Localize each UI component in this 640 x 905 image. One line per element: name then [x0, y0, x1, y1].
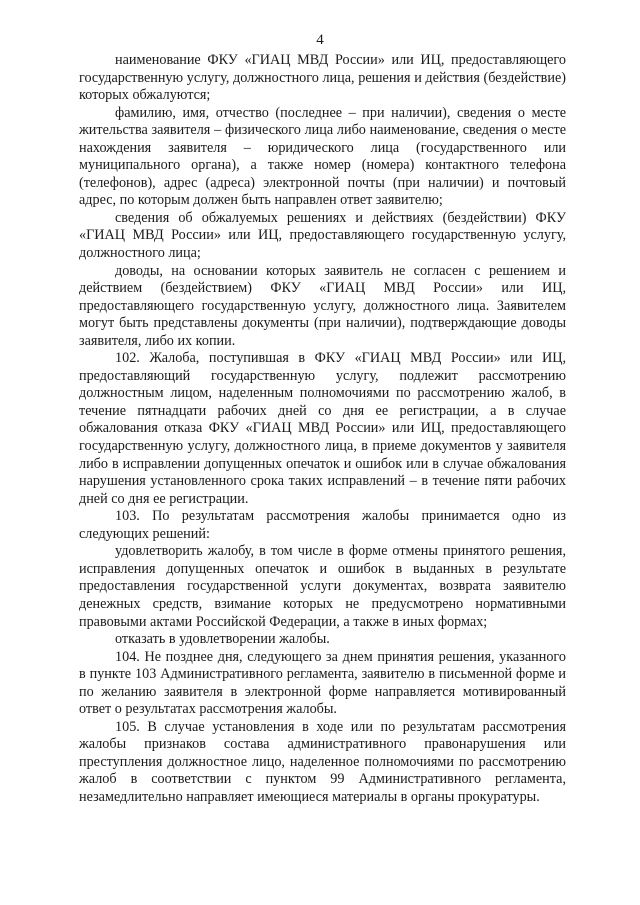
- paragraph: фамилию, имя, отчество (последнее – при наличии), сведения о месте жительства заявителя – физического лица либо наименование, сведения о месте нахождения заявителя – юридического лица (государственного или муниципального органа), а также номер (номера) контактного телефона (телефонов), адрес (адреса) электронной почты (при наличии) и почтовый адрес, по которым должен быть направлен ответ заявителю;: [79, 104, 566, 209]
- paragraph: 103. По результатам рассмотрения жалобы принимается одно из следующих решений:: [79, 508, 566, 542]
- paragraph: удовлетворить жалобу, в том числе в форме отмены принятого решения, исправления допущенных опечаток и ошибок в выданных в результате предоставления государственной услуги документах, возврата заявителю денежных средств, взимание которых не предусмотрено нормативными правовыми актами Российской Федерации, а также в иных формах;: [79, 543, 566, 630]
- paragraph: 105. В случае установления в ходе или по результатам рассмотрения жалобы признаков состава административного правонарушения или преступления должностное лицо, наделенное полномочиями по рассмотрению жалоб в соответствии с пунктом 99 Административного регламента, незамедлительно направляет имеющиеся материалы в органы прокуратуры.: [79, 718, 566, 805]
- paragraph: отказать в удовлетворении жалобы.: [115, 631, 330, 648]
- paragraph: доводы, на основании которых заявитель не согласен с решением и действием (бездействием) ФКУ «ГИАЦ МВД России» или ИЦ, предоставляющего государственную услугу, должностного лица. Заявителем могут быть представлены документы (при наличии), подтверждающие доводы заявителя, либо их копии.: [79, 262, 566, 349]
- paragraph: 104. Не позднее дня, следующего за днем принятия решения, указанного в пункте 103 Административного регламента, заявителю в письменной форме и по желанию заявителя в электронной форме направляется мотивированный ответ о результатах рассмотрения жалобы.: [79, 648, 566, 718]
- paragraph: сведения об обжалуемых решениях и действиях (бездействии) ФКУ «ГИАЦ МВД России» или ИЦ, предоставляющего государственную услугу, должностного лица;: [79, 209, 566, 262]
- paragraph: наименование ФКУ «ГИАЦ МВД России» или ИЦ, предоставляющего государственную услугу, должностного лица, решения и действия (бездействие) которых обжалуются;: [79, 52, 566, 104]
- document-body: [79, 52, 566, 807]
- page-number: 4: [316, 32, 324, 48]
- paragraph: 102. Жалоба, поступившая в ФКУ «ГИАЦ МВД России» или ИЦ, предоставляющий государственную услугу, подлежит рассмотрению должностным лицом, наделенным полномочиями по рассмотрению жалоб, в течение пятнадцати рабочих дней со дня ее регистрации, а в случае обжалования отказа ФКУ «ГИАЦ МВД России» или ИЦ, предоставляющего государственную услугу, должностного лица, в приеме документов у заявителя либо в исправлении допущенных опечаток и ошибок или в случае обжалования нарушения установленного срока таких исправлений – в течение пяти рабочих дней со дня ее регистрации.: [79, 350, 566, 507]
